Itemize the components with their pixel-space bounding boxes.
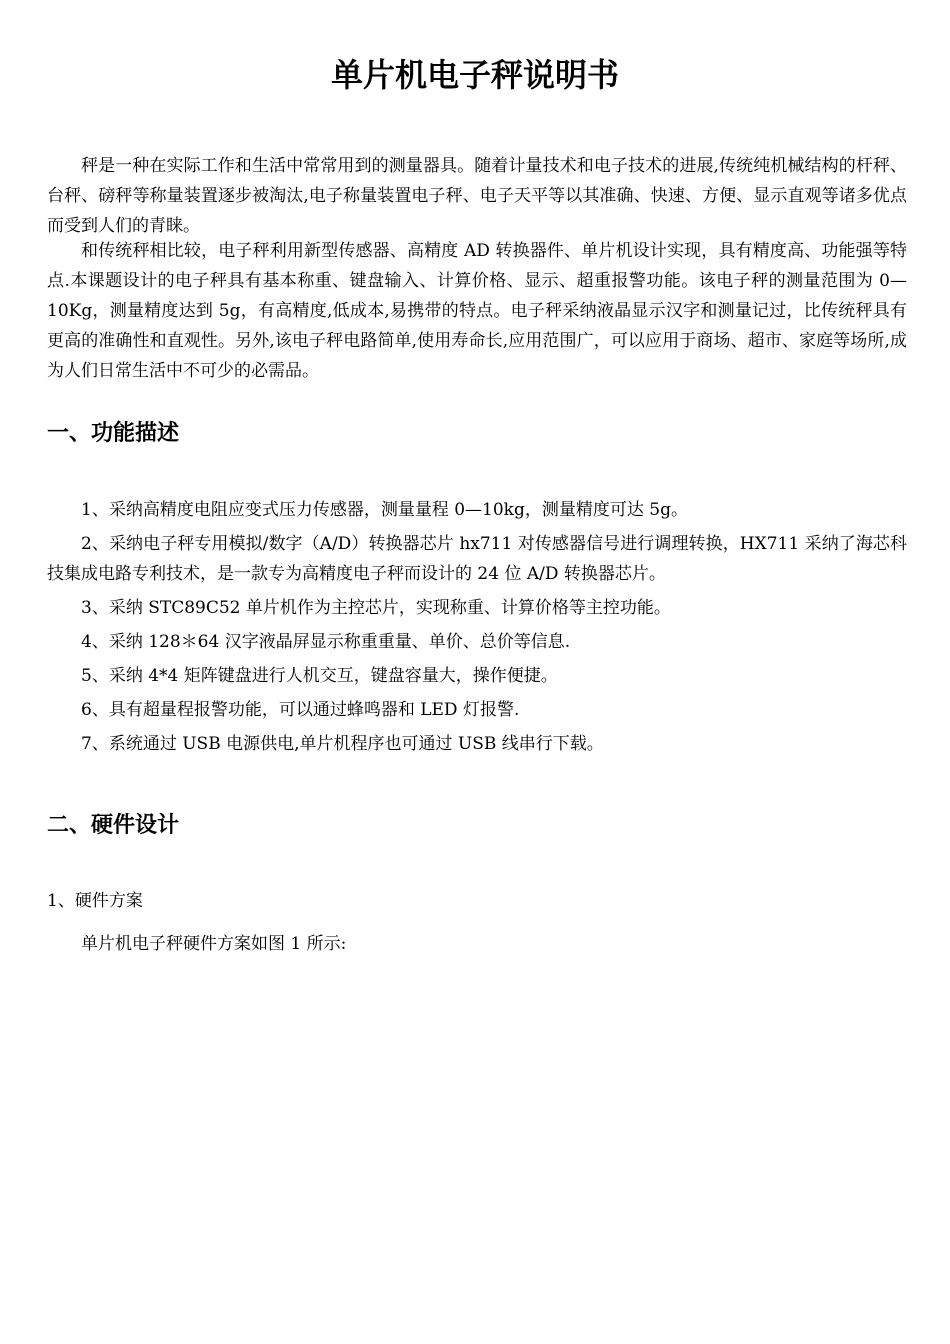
intro-paragraph-1: 秤是一种在实际工作和生活中常常用到的测量器具。随着计量技术和电子技术的进展,传统纯机械结构的杆秤、台秤、磅秤等称量装置逐步被淘汰,电子称量装置电子秤、电子天平等以其准确、快速、方便、显示直观等诸多优点而受到人们的青睐。 bbox=[47, 156, 907, 236]
feature-item: 2、采纳电子秤专用模拟/数字（A/D）转换器芯片 hx711 对传感器信号进行调理转换，HX711 采纳了海芯科技集成电路专利技术，是一款专为高精度电子秤而设计的 24 位 A/D 转换器芯片。 bbox=[47, 534, 907, 584]
section-heading-hardware: 二、硬件设计 bbox=[47, 813, 180, 838]
intro-paragraph-2: 和传统秤相比较，电子秤利用新型传感器、高精度 AD 转换器件、单片机设计实现，具有精度高、功能强等特点.本课题设计的电子秤具有基本称重、键盘输入、计算价格、显示、超重报警功能。该电子秤的测量范围为 0—10Kg，测量精度达到 5g，有高精度,低成本,易携带的特点。电子秤采纳液晶显示汉字和测量记过，比传统秤具有更高的准确性和直观性。另外,该电子秤电路简单,使用寿命长,应用范围广，可以应用于商场、超市、家庭等场所,成为人们日常生活中不可少的必需品。 bbox=[47, 241, 907, 381]
feature-item: 1、采纳高精度电阻应变式压力传感器，测量量程 0—10kg，测量精度可达 5g。 bbox=[81, 500, 688, 520]
feature-list bbox=[47, 495, 907, 763]
hardware-plan-text: 单片机电子秤硬件方案如图 1 所示: bbox=[81, 934, 347, 954]
section-heading-features: 一、功能描述 bbox=[47, 421, 180, 446]
document-title: 单片机电子秤说明书 bbox=[330, 56, 619, 94]
feature-item: 7、系统通过 USB 电源供电,单片机程序也可通过 USB 线串行下载。 bbox=[81, 734, 604, 754]
feature-item: 6、具有超量程报警功能，可以通过蜂鸣器和 LED 灯报警. bbox=[81, 700, 520, 720]
subsection-heading-hardware-plan: 1、硬件方案 bbox=[47, 891, 143, 911]
feature-item: 3、采纳 STC89C52 单片机作为主控芯片，实现称重、计算价格等主控功能。 bbox=[81, 598, 671, 618]
feature-item: 5、采纳 4*4 矩阵键盘进行人机交互，键盘容量大，操作便捷。 bbox=[81, 666, 558, 686]
feature-item: 4、采纳 128＊64 汉字液晶屏显示称重重量、单价、总价等信息. bbox=[81, 632, 571, 652]
